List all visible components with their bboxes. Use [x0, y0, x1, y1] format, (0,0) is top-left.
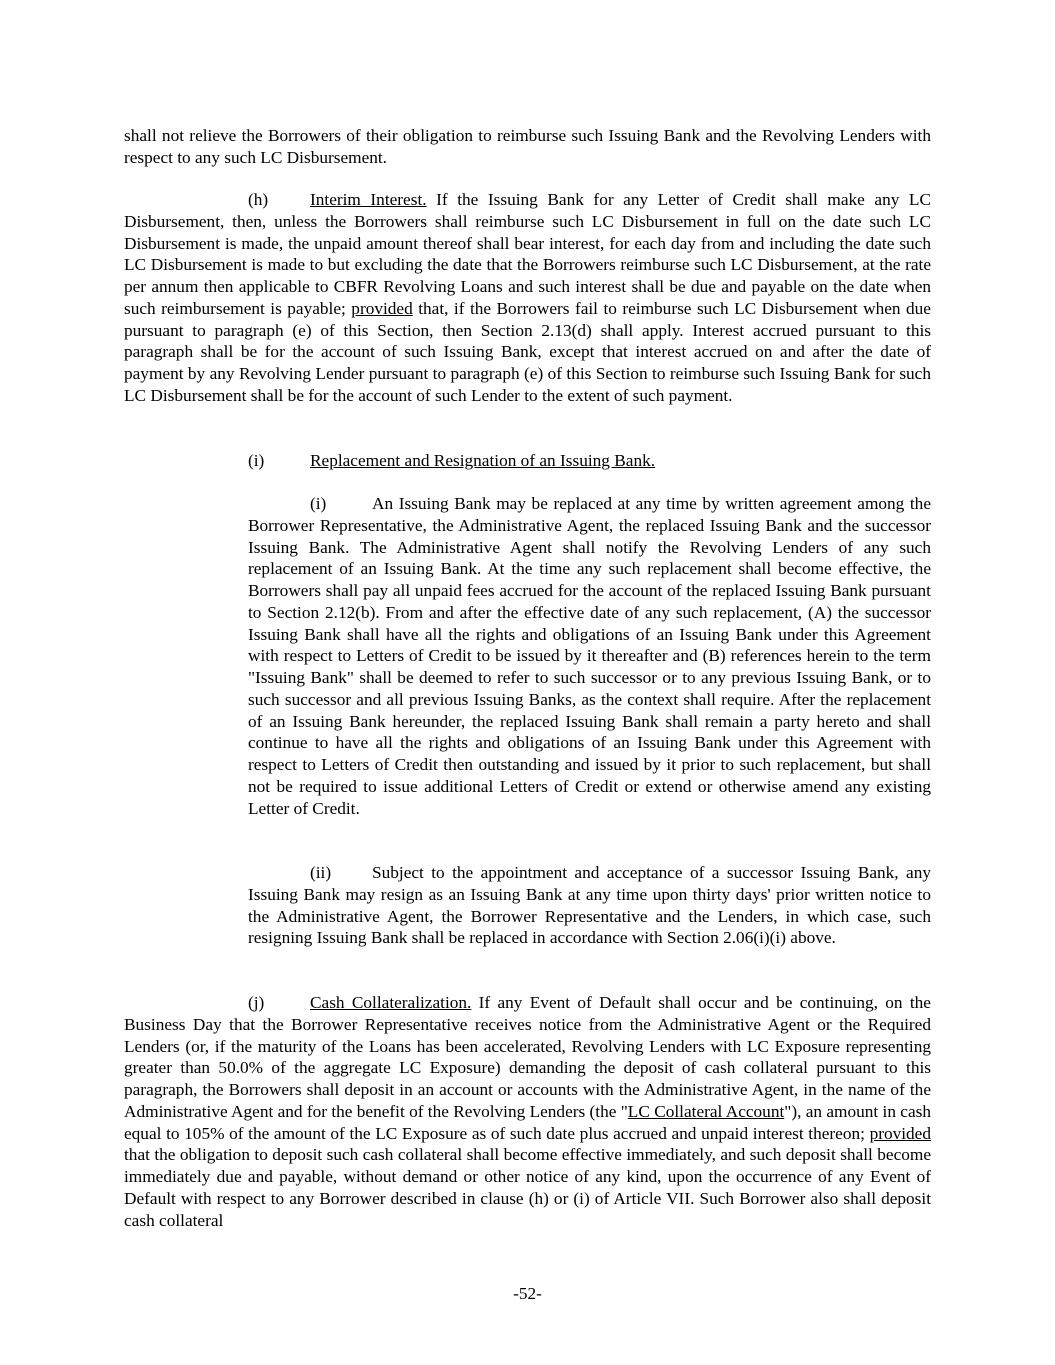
- provided-term: provided: [351, 298, 413, 318]
- paragraph-j-text-final: that the obligation to deposit such cash collateral shall become effective immediately, and such deposit shall become immediately due and payable, without demand or other notice of any kind, upon the occurrence of any Event of Default with respect to any Borrower described in clause (h) or (i) of Article VII. Such Borrower also shall deposit cash collateral: [124, 1145, 931, 1230]
- provided-term: provided: [869, 1123, 931, 1143]
- paragraph-i-heading: [248, 450, 931, 472]
- subparagraph-i-ii-marker: (ii): [310, 863, 332, 882]
- paragraph-j-text: If any Event of Default shall occur and be continuing, on the Business Day that the Borrower Representative receives notice from the Administrative Agent or the Required Lenders (or, if the maturity of the Loans has been accelerated, Revolving Lenders with LC Exposure representing greater than 50.0% of the aggregate LC Exposure) demanding the deposit of cash collateral pursuant to this paragraph, the Borrowers shall deposit in an account or accounts with the Administrative Agent, in the name of the Administrative Agent and for the benefit of the Revolving Lenders (the ": [124, 993, 931, 1121]
- paragraph-h-heading: Interim Interest.: [310, 190, 427, 209]
- subparagraph-i-ii: [248, 862, 931, 949]
- continuation-text: shall not relieve the Borrowers of their obligation to reimburse such Issuing Bank and the Revolving Lenders with respect to any such LC Disbursement.: [124, 126, 931, 167]
- paragraph-j-marker: (j): [248, 993, 265, 1012]
- page-number: -52-: [513, 1284, 542, 1303]
- paragraph-h: [124, 189, 931, 407]
- paragraph-h-text-continued: that, if the Borrowers fail to reimburse such LC Disbursement when due pursuant to paragraph (e) of this Section, then Section 2.13(d) shall apply. Interest accrued pursuant to this paragraph shall be for the account of such Issuing Bank, except that interest accrued on and after the date of payment by any Revolving Lender pursuant to paragraph (e) of this Section to reimburse such Issuing Bank for such LC Disbursement shall be for the account of such Lender to the extent of such payment.: [124, 298, 931, 405]
- paragraph-i-title: Replacement and Resignation of an Issuing Bank.: [310, 451, 656, 470]
- subparagraph-i-i-text: An Issuing Bank may be replaced at any time by written agreement among the Borrower Representative, the Administrative Agent, the replaced Issuing Bank and the successor Issuing Bank. The Administrative Agent shall notify the Revolving Lenders of any such replacement of an Issuing Bank. At the time any such replacement shall become effective, the Borrowers shall pay all unpaid fees accrued for the account of the replaced Issuing Bank pursuant to Section 2.12(b). From and after the effective date of any such replacement, (A) the successor Issuing Bank shall have all the rights and obligations of an Issuing Bank under this Agreement with respect to Letters of Credit to be issued by it thereafter and (B) references herein to the term "Issuing Bank" shall be deemed to refer to such successor or to any previous Issuing Bank, or to such successor and all previous Issuing Banks, as the context shall require. After the replacement of an Issuing Bank hereunder, the replaced Issuing Bank shall remain a party hereto and shall continue to have all the rights and obligations of an Issuing Bank under this Agreement with respect to Letters of Credit then outstanding and issued by it prior to such replacement, but shall not be required to issue additional Letters of Credit or extend or otherwise amend any existing Letter of Credit.: [248, 494, 931, 818]
- paragraph-h-text: If the Issuing Bank for any Letter of Credit shall make any LC Disbursement, then, unless the Borrowers shall reimburse such LC Disbursement in full on the date such LC Disbursement is made, the unpaid amount thereof shall bear interest, for each day from and including the date such LC Disbursement is made to but excluding the date that the Borrowers reimburse such LC Disbursement, at the rate per annum then applicable to CBFR Revolving Loans and such interest shall be due and payable on the date when such reimbursement is payable;: [124, 190, 932, 318]
- defined-term-lc-collateral-account: LC Collateral Account: [627, 1101, 785, 1121]
- subparagraph-i-ii-text: Subject to the appointment and acceptance of a successor Issuing Bank, any Issuing Bank may resign as an Issuing Bank at any time upon thirty days' prior written notice to the Administrative Agent, the Borrower Representative and the Lenders, in which case, such resigning Issuing Bank shall be replaced in accordance with Section 2.06(i)(i) above.: [248, 863, 931, 948]
- paragraph-j-text-continued: "), an amount in cash equal to 105% of the amount of the LC Exposure as of such date plus accrued and unpaid interest thereon;: [124, 1101, 931, 1143]
- paragraph-j: [124, 992, 931, 1231]
- paragraph-h-marker: (h): [248, 190, 269, 209]
- subparagraph-i-i-marker: (i): [310, 494, 327, 513]
- paragraph-continuation: [124, 125, 931, 169]
- subparagraph-i-i: [248, 493, 931, 819]
- paragraph-j-heading: Cash Collateralization.: [310, 993, 472, 1012]
- paragraph-i-marker: (i): [248, 451, 265, 470]
